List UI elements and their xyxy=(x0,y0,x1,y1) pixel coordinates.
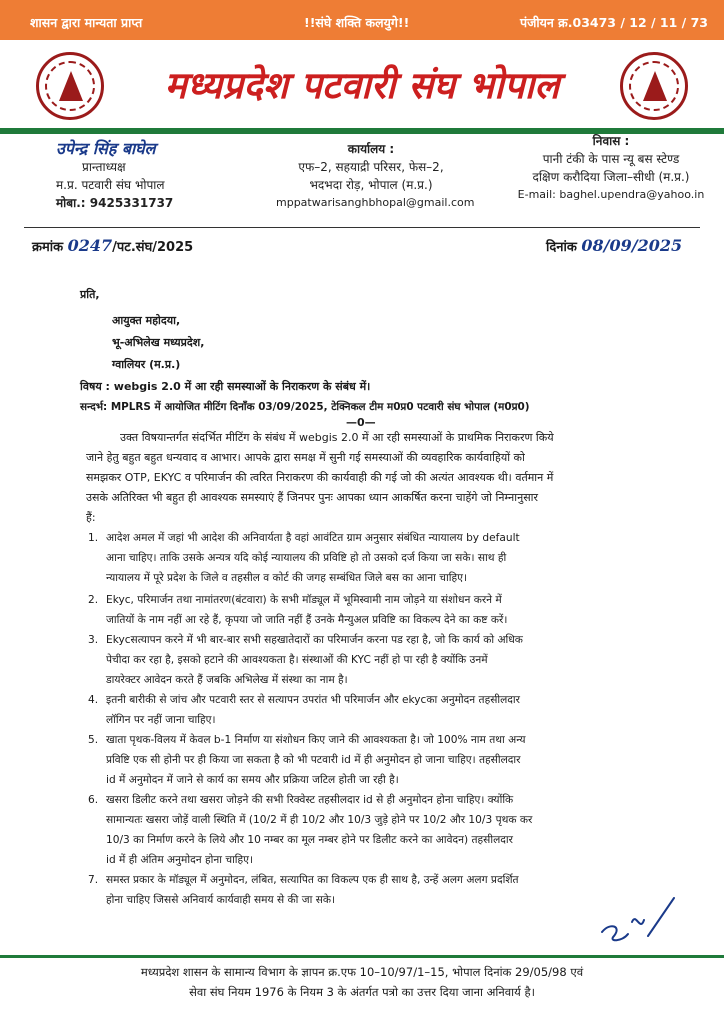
intro-line: उक्त विषयान्तर्गत संदर्भित मीटिंग के संबंध में webgis 2.0 में आ रही समस्याओं के प्राथमिक निराकरण किये xyxy=(120,431,554,444)
to-label: प्रति, xyxy=(80,288,100,301)
date-label: दिनांक xyxy=(546,240,577,255)
subject-line xyxy=(80,380,370,394)
point-line: जातियों के नाम नहीं आ रहे हैं, कृपया जो जाति नहीं हैं उनके मैन्युअल प्रविष्टि का विकल्प देने का कष्ट करें। xyxy=(106,614,508,626)
right-seal-icon xyxy=(620,52,688,120)
reference-date xyxy=(546,236,682,255)
subject-label: विषय : xyxy=(80,380,110,393)
point-line: पेचीदा कर रहा है, इसको हटाने की आवश्यकता है। संस्थाओं की KYC नहीं हो पा रही है क्योंकि उनमें xyxy=(106,654,488,666)
point-number: 1. xyxy=(88,532,99,544)
point-number: 7. xyxy=(88,874,99,886)
point-item xyxy=(106,590,692,630)
point-line: सामान्यतः खसरा जोड़ें वाली स्थिति में (10/2 में ही 10/2 और 10/3 जुड़े होने पर 10/2 और 10/3 पृथक कर xyxy=(106,814,533,826)
intro-paragraph xyxy=(86,428,686,528)
reference-line xyxy=(80,400,529,414)
point-line: id में अनुमोदन में जाने से कार्य का समय और प्रक्रिया जटिल होती जा रही है। xyxy=(106,774,399,786)
reference-text: MPLRS में आयोजित मीटिंग दिनाँक 03/09/2025, टेक्निकल टीम म0प्र0 पटवारी संघ भोपाल (म0प्र0) xyxy=(110,401,530,413)
intro-line: जाने हेतु बहुत बहुत धन्यवाद व आभार। आपके द्वारा समक्ष में सुनी गई समस्याओं की व्यवहारिक कार्यवाहियों को xyxy=(86,451,525,464)
point-item xyxy=(106,528,692,588)
reference-number xyxy=(32,236,193,255)
top-bar xyxy=(0,0,724,40)
ref-label: क्रमांक xyxy=(32,240,64,255)
point-line: id में ही अंतिम अनुमोदन होना चाहिए। xyxy=(106,854,254,866)
addressee-line: ग्वालियर (म.प्र.) xyxy=(112,358,181,371)
point-line: 10/3 का निर्माण करने के लिये और 10 नम्बर का मूल नम्बर होने पर डिलीट करने का आवेदन) तहसीलदार xyxy=(106,834,513,846)
recognition-text: शासन द्वारा मान्यता प्राप्त xyxy=(30,15,143,30)
president-mobile: मोबा.: 9425331737 xyxy=(56,196,174,210)
ref-number-handwritten: 0247 xyxy=(67,236,113,255)
president-name: उपेन्द्र सिंह बाघेल xyxy=(56,139,156,158)
footer-line: मध्यप्रदेश शासन के सामान्य विभाग के ज्ञापन क्र.एफ 10–10/97/1–15, भोपाल दिनांक 29/05/98 एवं xyxy=(140,965,584,979)
left-seal-icon xyxy=(36,52,104,120)
intro-line: समझकर OTP, EKYC व परिमार्जन की त्वरित निराकरण की कार्यवाही की गई जो की अत्यंत आवश्यक थी। वर्तमान में xyxy=(86,471,554,484)
subject-text: webgis 2.0 में आ रही समस्याओं के निराकरण के संबंध में। xyxy=(113,380,371,393)
point-line: Ekyc, परिमार्जन तथा नामांतरण(बंटवारा) के सभी मॉड्यूल में भूमिस्वामी नाम जोड़ने या संशोधन करने में xyxy=(106,594,502,606)
intro-line: हैं: xyxy=(86,511,96,524)
residence-heading: निवास : xyxy=(592,134,630,148)
point-line: इतनी बारीकी से जांच और पटवारी स्तर से सत्यापन उपरांत भी परिमार्जन और ekycका अनुमोदन तहसीलदार xyxy=(106,694,520,706)
president-role: प्रान्ताध्यक्ष xyxy=(82,160,126,174)
point-number: 2. xyxy=(88,594,99,606)
point-item xyxy=(106,630,692,690)
office-line2: भदभदा रोड़, भोपाल (म.प्र.) xyxy=(309,178,433,192)
president-org: म.प्र. पटवारी संघ भोपाल xyxy=(56,178,165,192)
reference-label: सन्दर्भ: xyxy=(80,401,108,413)
footer-note xyxy=(40,962,684,1002)
point-item xyxy=(106,870,596,910)
point-line: होना चाहिए जिससे अनिवार्य कार्यवाही समय से की जा सके। xyxy=(106,894,336,906)
signature-icon xyxy=(592,892,678,946)
registration-text: पंजीयन क्र.03473 / 12 / 11 / 73 xyxy=(520,15,708,30)
office-email: mppatwarisanghbhopal@gmail.com xyxy=(276,196,475,209)
point-number: 4. xyxy=(88,694,99,706)
divider xyxy=(24,227,700,228)
addressee-line: भू-अभिलेख मध्यप्रदेश, xyxy=(112,336,205,349)
organization-title: मध्यप्रदेश पटवारी संघ भोपाल xyxy=(164,63,560,107)
point-line: Ekycसत्यापन करने में भी बार-बार सभी सहखातेदारों का परिमार्जन करना पड रहा है, जो कि कार्य को अधिक xyxy=(106,634,523,646)
residence-block xyxy=(508,132,714,204)
intro-line: उसके अतिरिक्त भी बहुत ही आवश्यक समस्याएं हैं जिनपर पुनः आपका ध्यान आकर्षित करना चाहेंगे जो निम्नानुसार xyxy=(86,491,539,504)
point-item xyxy=(106,690,692,730)
point-item xyxy=(106,790,692,870)
point-line: लॉगिन पर नहीं जाना चाहिए। xyxy=(106,714,216,726)
motto-text: !!संघे शक्ति कलयुगे!! xyxy=(304,15,410,30)
office-heading: कार्यालय : xyxy=(347,142,395,156)
footer-line: सेवा संघ नियम 1976 के नियम 3 के अंतर्गत पत्रो का उत्तर दिया जाना अनिवार्य है। xyxy=(189,985,535,999)
point-line: आना चाहिए। ताकि उसके अन्यत्र यदि कोई न्यायालय की प्रविष्टि हो तो उसको दर्ज किया जा सके। साथ ही xyxy=(106,552,507,564)
president-block xyxy=(56,140,173,212)
residence-line1: पानी टंकी के पास न्यू बस स्टेण्ड xyxy=(542,152,680,166)
ref-suffix: /पट.संघ/2025 xyxy=(112,240,194,255)
point-line: डायरेक्टर आवेदन करते हैं जबकि अभिलेख में संस्था का नाम है। xyxy=(106,674,348,686)
point-line: खसरा डिलीट करने तथा खसरा जोड़ने की सभी रिक्वेस्ट तहसीलदार id से ही अनुमोदन होना चाहिए। क्योंकि xyxy=(106,794,514,806)
point-item xyxy=(106,730,692,790)
separator: —0— xyxy=(346,416,376,429)
point-number: 6. xyxy=(88,794,99,806)
footer-rule xyxy=(0,955,724,958)
point-number: 5. xyxy=(88,734,99,746)
residence-email: E-mail: baghel.upendra@yahoo.in xyxy=(517,188,705,201)
point-line: प्रविष्टि एक सी होनी पर ही किया जा सकता है को भी पटवारी id में ही अनुमोदन हो जाना चाहिए। तहसीलदार xyxy=(106,754,521,766)
residence-line2: दक्षिण करौदिया जिला–सीधी (म.प्र.) xyxy=(532,170,690,184)
office-block xyxy=(276,140,475,212)
office-line1: एफ–2, सहयाद्री परिसर, फेस–2, xyxy=(298,160,444,174)
point-number: 3. xyxy=(88,634,99,646)
point-line: खाता पृथक-विलय में केवल b-1 निर्माण या संशोधन किए जाने की आवश्यकता है। जो 100% नाम तथा अन्य xyxy=(106,734,526,746)
point-line: न्यायालय में पूरे प्रदेश के जिले व तहसील व कोर्ट की जगह सम्बंधित जिले बस का आना चाहिए। xyxy=(106,572,468,584)
addressee-line: आयुक्त महोदया, xyxy=(112,314,181,327)
point-line: आदेश अमल में जहां भी आदेश की अनिवार्यता है वहां आवंटित ग्राम अनुसार संबंधित न्यायालय by default xyxy=(106,532,520,544)
date-handwritten: 08/09/2025 xyxy=(581,236,683,255)
point-line: समस्त प्रकार के मॉड्यूल में अनुमोदन, लंबित, सत्यापित का विकल्प एक ही साथ है, उन्हें अलग अलग प्रदर्शित xyxy=(106,874,519,886)
